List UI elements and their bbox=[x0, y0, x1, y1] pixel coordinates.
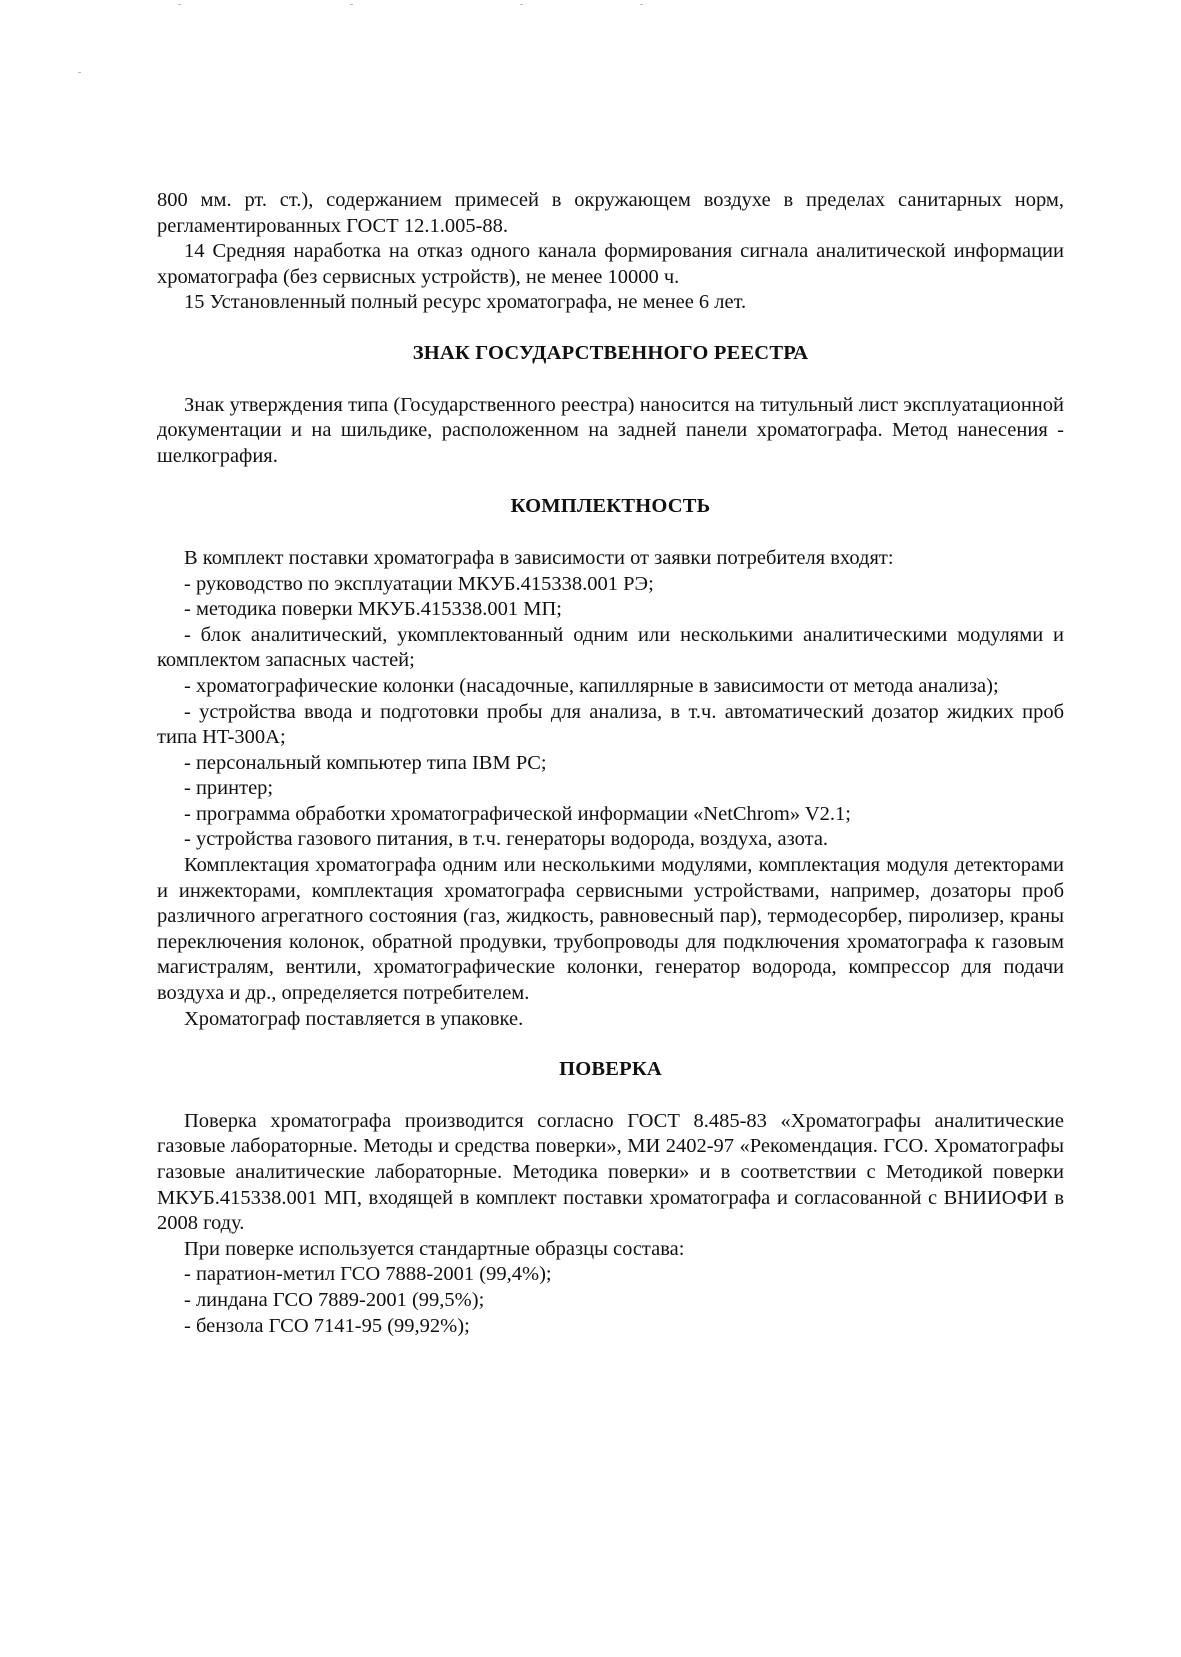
scan-artifact bbox=[520, 4, 523, 5]
scan-artifact bbox=[178, 4, 181, 5]
document-body bbox=[157, 188, 1064, 1339]
section-heading-completeness: КОМПЛЕКТНОСТЬ bbox=[510, 495, 711, 518]
paragraph: 14 Средняя наработка на отказ одного канала формирования сигнала аналитической информации хроматографа (без сервисных устройств), не менее 10000 ч. bbox=[157, 240, 1064, 288]
list-item: - хроматографические колонки (насадочные, капиллярные в зависимости от метода анализа); bbox=[184, 674, 999, 697]
list-item: - персональный компьютер типа IBM PC; bbox=[184, 751, 547, 774]
scan-artifact bbox=[350, 4, 353, 5]
paragraph: Поверка хроматографа производится согласно ГОСТ 8.485-83 «Хроматографы аналитические газовые лабораторные. Методы и средства поверки», МИ 2402-97 «Рекомендация. ГСО. Хроматографы газовые аналитические лабораторные. Методика поверки» и в соответствии с Методикой поверки МКУБ.415338.001 МП, входящей в комплект поставки хроматографа и согласованной с ВНИИОФИ в 2008 году. bbox=[157, 1109, 1064, 1235]
scan-artifact bbox=[640, 4, 643, 5]
list-item: - принтер; bbox=[184, 777, 274, 800]
paragraph: При поверке используется стандартные образцы состава: bbox=[184, 1237, 685, 1260]
list-item: - программа обработки хроматографической информации «NetChrom» V2.1; bbox=[184, 802, 851, 825]
list-item: - устройства газового питания, в т.ч. генераторы водорода, воздуха, азота. bbox=[184, 828, 829, 851]
list-item: - бензола ГСО 7141-95 (99,92%); bbox=[184, 1314, 470, 1337]
list-item: - методика поверки МКУБ.415338.001 МП; bbox=[184, 598, 562, 621]
section-heading-verification: ПОВЕРКА bbox=[559, 1058, 662, 1081]
list-item: - блок аналитический, укомплектованный одним или несколькими аналитическими модулями и комплектом запасных частей; bbox=[157, 623, 1064, 672]
paragraph: 15 Установленный полный ресурс хроматографа, не менее 6 лет. bbox=[184, 291, 747, 314]
paragraph: В комплект поставки хроматографа в зависимости от заявки потребителя входят: bbox=[184, 546, 894, 569]
paragraph: Знак утверждения типа (Государственного реестра) наносится на титульный лист эксплуатационной документации и на шильдике, расположенном на задней панели хроматографа. Метод нанесения - шелкография. bbox=[157, 393, 1064, 467]
list-item: - устройства ввода и подготовки пробы для анализа, в т.ч. автоматический дозатор жидких проб типа HT-300A; bbox=[157, 700, 1064, 749]
paragraph: 800 мм. рт. ст.), содержанием примесей в окружающем воздухе в пределах санитарных норм, регламентированных ГОСТ 12.1.005-88. bbox=[157, 189, 1064, 237]
paragraph: Комплектация хроматографа одним или несколькими модулями, комплектация модуля детекторами и инжекторами, комплектация хроматографа сервисными устройствами, например, дозаторы проб различного агрегатного состояния (газ, жидкость, равновесный пар), термодесорбер, пиролизер, краны переключения колонок, обратной продувки, трубопроводы для подключения хроматографа к газовым магистралям, вентили, хроматографические колонки, генератор водорода, компрессор для подачи воздуха и др., определяется потребителем. bbox=[157, 854, 1064, 1005]
paragraph: Хроматограф поставляется в упаковке. bbox=[184, 1007, 524, 1030]
list-item: - паратион-метил ГСО 7888-2001 (99,4%); bbox=[184, 1263, 552, 1286]
scan-artifact bbox=[78, 72, 81, 73]
list-item: - линдана ГСО 7889-2001 (99,5%); bbox=[184, 1288, 485, 1311]
section-heading-state-registry: ЗНАК ГОСУДАРСТВЕННОГО РЕЕСТРА bbox=[412, 341, 809, 364]
list-item: - руководство по эксплуатации МКУБ.415338.001 РЭ; bbox=[184, 572, 654, 595]
